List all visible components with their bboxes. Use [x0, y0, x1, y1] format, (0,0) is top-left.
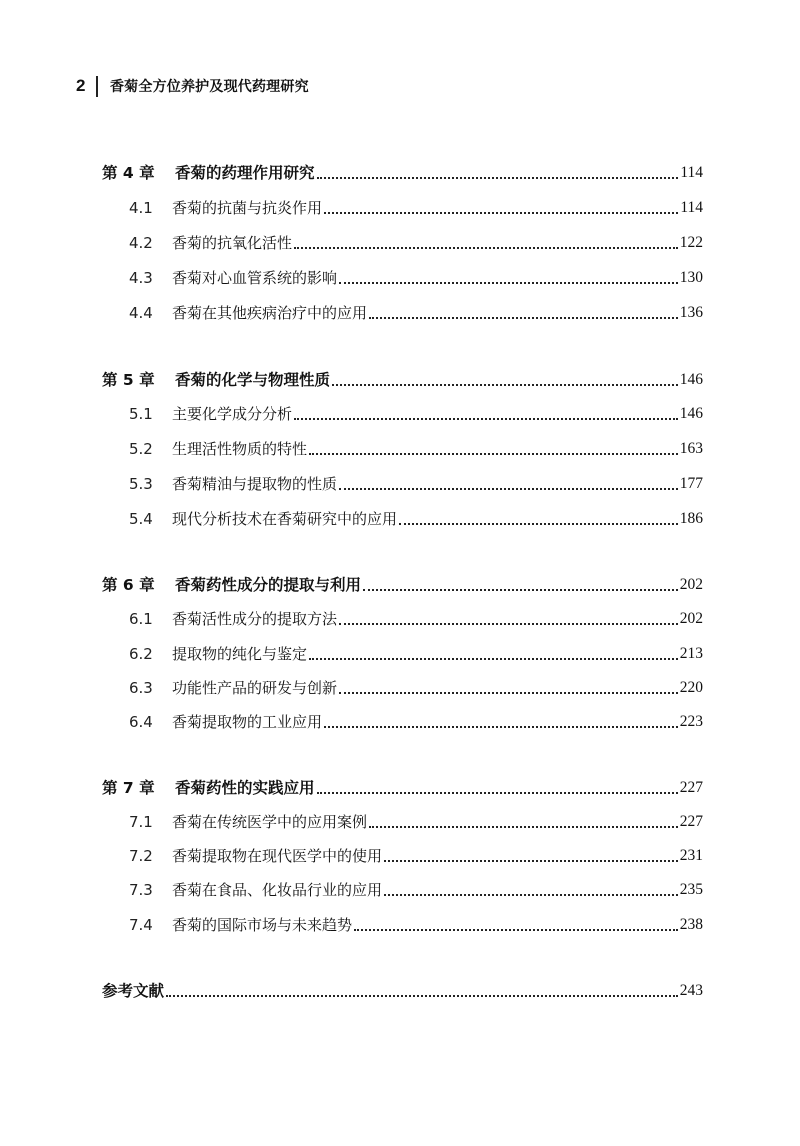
section-title: 香菊提取物的工业应用	[172, 713, 323, 731]
section-title: 现代分析技术在香菊研究中的应用	[172, 510, 398, 528]
section-page: 163	[679, 440, 703, 457]
section-number: 7.4	[129, 916, 153, 934]
chapter-title: 香菊的药理作用研究	[175, 164, 315, 182]
section-number: 5.3	[129, 475, 153, 493]
toc-section-4-2[interactable]	[129, 227, 703, 253]
section-title: 主要化学成分分析	[172, 405, 293, 423]
section-number: 7.2	[129, 847, 153, 865]
dot-leader	[339, 623, 678, 625]
chapter-number: 第 7 章	[102, 779, 155, 797]
section-title: 提取物的纯化与鉴定	[172, 645, 308, 663]
references-page: 243	[679, 982, 703, 999]
dot-leader	[294, 418, 678, 420]
section-number: 6.4	[129, 713, 153, 731]
section-title: 香菊提取物在现代医学中的使用	[172, 847, 383, 865]
toc-section-5-2[interactable]	[129, 433, 703, 459]
toc-section-4-3[interactable]	[129, 262, 703, 288]
section-page: 186	[679, 510, 703, 527]
chapter-number: 第 4 章	[102, 164, 155, 182]
chapter-title: 香菊药性成分的提取与利用	[175, 576, 362, 594]
chapter-title: 香菊的化学与物理性质	[175, 371, 331, 389]
toc-section-7-2[interactable]	[129, 840, 703, 866]
section-title: 香菊的抗氧化活性	[172, 234, 293, 252]
dot-leader	[317, 792, 678, 794]
section-title: 香菊的抗菌与抗炎作用	[172, 199, 323, 217]
section-page: 122	[679, 234, 703, 251]
toc-section-6-1[interactable]	[129, 603, 703, 629]
book-title: 香菊全方位养护及现代药理研究	[109, 79, 309, 95]
section-title: 香菊在传统医学中的应用案例	[172, 813, 368, 831]
dot-leader	[309, 453, 678, 455]
chapter-title: 香菊药性的实践应用	[175, 779, 315, 797]
section-number: 4.3	[129, 269, 153, 287]
section-page: 177	[679, 475, 703, 492]
section-title: 香菊的国际市场与未来趋势	[172, 916, 353, 934]
chapter-number: 第 5 章	[102, 371, 155, 389]
section-number: 5.2	[129, 440, 153, 458]
dot-leader	[384, 860, 678, 862]
section-page: 223	[679, 713, 703, 730]
dot-leader	[399, 523, 678, 525]
dot-leader	[384, 894, 678, 896]
toc-section-6-4[interactable]	[129, 706, 703, 732]
dot-leader	[339, 692, 678, 694]
toc-section-7-1[interactable]	[129, 806, 703, 832]
toc-section-7-3[interactable]	[129, 874, 703, 900]
section-number: 6.3	[129, 679, 153, 697]
section-number: 6.1	[129, 610, 153, 628]
section-page: 213	[679, 645, 703, 662]
toc-section-5-3[interactable]	[129, 468, 703, 494]
section-title: 功能性产品的研发与创新	[172, 679, 338, 697]
section-number: 7.3	[129, 881, 153, 899]
running-header	[76, 74, 309, 98]
toc-section-7-4[interactable]	[129, 909, 703, 935]
dot-leader	[339, 488, 678, 490]
section-page: 231	[679, 847, 703, 864]
toc-section-4-4[interactable]	[129, 297, 703, 323]
dot-leader	[294, 247, 678, 249]
section-title: 香菊活性成分的提取方法	[172, 610, 338, 628]
section-page: 136	[679, 304, 703, 321]
section-page: 202	[679, 610, 703, 627]
chapter-page: 146	[679, 371, 703, 388]
chapter-page: 202	[679, 576, 703, 593]
toc-references[interactable]	[102, 975, 703, 1001]
dot-leader	[324, 726, 678, 728]
dot-leader	[339, 282, 678, 284]
toc-section-6-2[interactable]	[129, 638, 703, 664]
section-page: 220	[679, 679, 703, 696]
toc-section-5-4[interactable]	[129, 503, 703, 529]
toc-section-4-1[interactable]	[129, 192, 703, 218]
page-number: 2	[76, 76, 86, 95]
dot-leader	[354, 929, 678, 931]
section-page: 114	[680, 199, 703, 216]
section-number: 6.2	[129, 645, 153, 663]
toc-chapter-5[interactable]	[102, 364, 703, 390]
section-number: 7.1	[129, 813, 153, 831]
chapter-page: 114	[680, 164, 703, 181]
dot-leader	[317, 177, 679, 179]
section-number: 5.1	[129, 405, 153, 423]
section-number: 5.4	[129, 510, 153, 528]
dot-leader	[332, 384, 678, 386]
section-page: 227	[679, 813, 703, 830]
section-page: 235	[679, 881, 703, 898]
section-title: 香菊在其他疾病治疗中的应用	[172, 304, 368, 322]
chapter-page: 227	[679, 779, 703, 796]
toc-section-5-1[interactable]	[129, 398, 703, 424]
references-title: 参考文献	[102, 982, 165, 1000]
section-title: 生理活性物质的特性	[172, 440, 308, 458]
section-title: 香菊精油与提取物的性质	[172, 475, 338, 493]
dot-leader	[369, 317, 678, 319]
dot-leader	[363, 589, 678, 591]
section-number: 4.2	[129, 234, 153, 252]
section-title: 香菊对心血管系统的影响	[172, 269, 338, 287]
section-page: 238	[679, 916, 703, 933]
dot-leader	[166, 995, 678, 997]
section-number: 4.1	[129, 199, 153, 217]
section-page: 146	[679, 405, 703, 422]
header-divider	[96, 76, 98, 97]
toc-chapter-4[interactable]	[102, 157, 703, 183]
section-number: 4.4	[129, 304, 153, 322]
chapter-number: 第 6 章	[102, 576, 155, 594]
dot-leader	[369, 826, 678, 828]
section-page: 130	[679, 269, 703, 286]
toc-chapter-6[interactable]	[102, 569, 703, 595]
dot-leader	[309, 658, 678, 660]
toc-chapter-7[interactable]	[102, 772, 703, 798]
dot-leader	[324, 212, 678, 214]
toc-section-6-3[interactable]	[129, 672, 703, 698]
section-title: 香菊在食品、化妆品行业的应用	[172, 881, 383, 899]
